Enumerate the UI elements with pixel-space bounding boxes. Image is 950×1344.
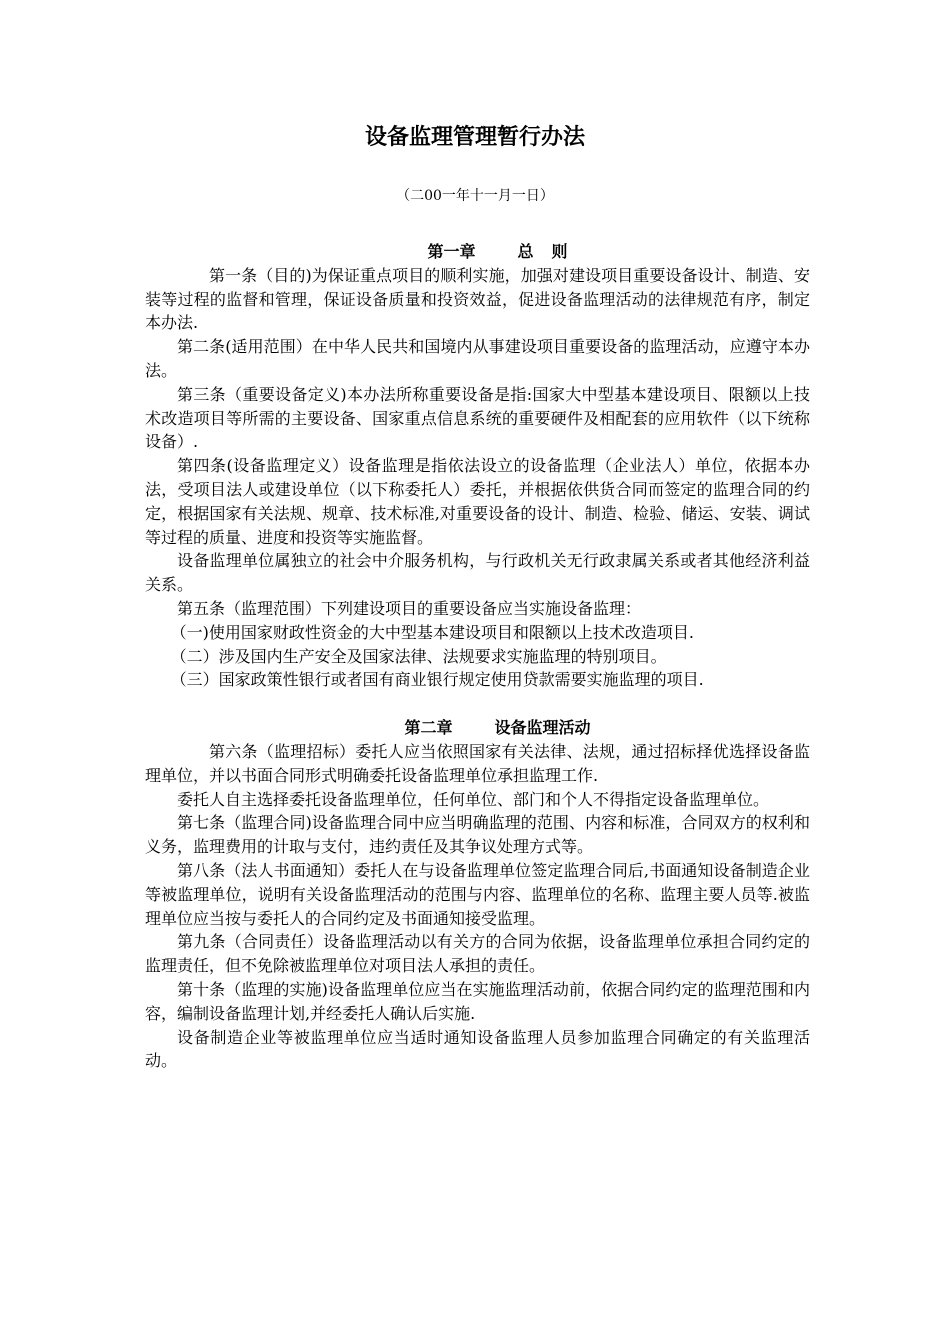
chapter-1-number: 第一章: [427, 242, 476, 261]
article-6-note: 委托人自主选择委托设备监理单位，任何单位、部门和个人不得指定设备监理单位。: [177, 789, 770, 809]
article-5: 第五条（监理范围）下列建设项目的重要设备应当实施设备监理：: [177, 598, 642, 618]
article-5-item-3: （三）国家政策性银行或者国有商业银行规定使用贷款需要实施监理的项目.: [170, 670, 704, 690]
document-title: 设备监理管理暂行办法: [364, 124, 585, 150]
chapter-2-name: 设备监理活动: [494, 718, 591, 738]
chapter-2-heading: [185, 716, 810, 740]
article-10: 第十条（监理的实施)设备监理单位应当在实施监理活动前，依据合同约定的监理范围和内容，编制设备监理计划,并经委托人确认后实施.: [145, 979, 810, 1023]
chapter-1-name-b: 则: [551, 242, 568, 261]
article-7: 第七条（监理合同)设备监理合同中应当明确监理的范围、内容和标准，合同双方的权利和义务，监理费用的计取与支付，违约责任及其争议处理方式等。: [145, 813, 810, 857]
article-1: 第一条（目的)为保证重点项目的顺利实施，加强对建设项目重要设备设计、制造、安装等过程的监督和管理，保证设备质量和投资效益，促进设备监理活动的法律规范有序，制定本办法.: [145, 265, 810, 333]
document-date: （二00一年十一月一日）: [396, 188, 554, 204]
article-10-note: 设备制造企业等被监理单位应当适时通知设备监理人员参加监理合同确定的有关监理活动。: [145, 1027, 810, 1071]
article-5-item-1: （一)使用国家财政性资金的大中型基本建设项目和限额以上技术改造项目.: [170, 622, 694, 642]
article-4-note: 设备监理单位属独立的社会中介服务机构，与行政机关无行政隶属关系或者其他经济利益关系。: [145, 551, 810, 595]
document-body: [145, 240, 810, 1073]
chapter-1-heading: [185, 240, 810, 264]
article-5-item-2: （二）涉及国内生产安全及国家法律、法规要求实施监理的特别项目。: [170, 646, 667, 666]
article-8: 第八条（法人书面通知）委托人在与设备监理单位签定监理合同后,书面通知设备制造企业等被监理单位，说明有关设备监理活动的范围与内容、监理单位的名称、监理主要人员等.被监理单位应当按与委托人的合同约定及书面通知接受监理。: [145, 860, 810, 928]
section-spacer: [145, 692, 810, 716]
article-9: 第九条（合同责任）设备监理活动以有关方的合同为依据，设备监理单位承担合同约定的监理责任，但不免除被监理单位对项目法人承担的责任。: [145, 932, 810, 976]
chapter-2-number: 第二章: [404, 718, 453, 738]
article-3: 第三条（重要设备定义)本办法所称重要设备是指:国家大中型基本建设项目、限额以上技术改造项目等所需的主要设备、国家重点信息系统的重要硬件及相配套的应用软件（以下统称设备）.: [145, 384, 810, 452]
article-4: 第四条(设备监理定义）设备监理是指依法设立的设备监理（企业法人）单位，依据本办法，受项目法人或建设单位（以下称委托人）委托，并根据依供货合同而签定的监理合同的约定，根据国家有关法规、规章、技术标准,对重要设备的设计、制造、检验、储运、安装、调试等过程的质量、进度和投资等实施监督。: [145, 456, 810, 547]
article-2: 第二条(适用范围）在中华人民共和国境内从事建设项目重要设备的监理活动，应遵守本办法。: [145, 337, 810, 380]
chapter-1-name-a: 总: [517, 242, 534, 261]
article-6: 第六条（监理招标）委托人应当依照国家有关法律、法规，通过招标择优选择设备监理单位，并以书面合同形式明确委托设备监理单位承担监理工作.: [145, 741, 810, 785]
